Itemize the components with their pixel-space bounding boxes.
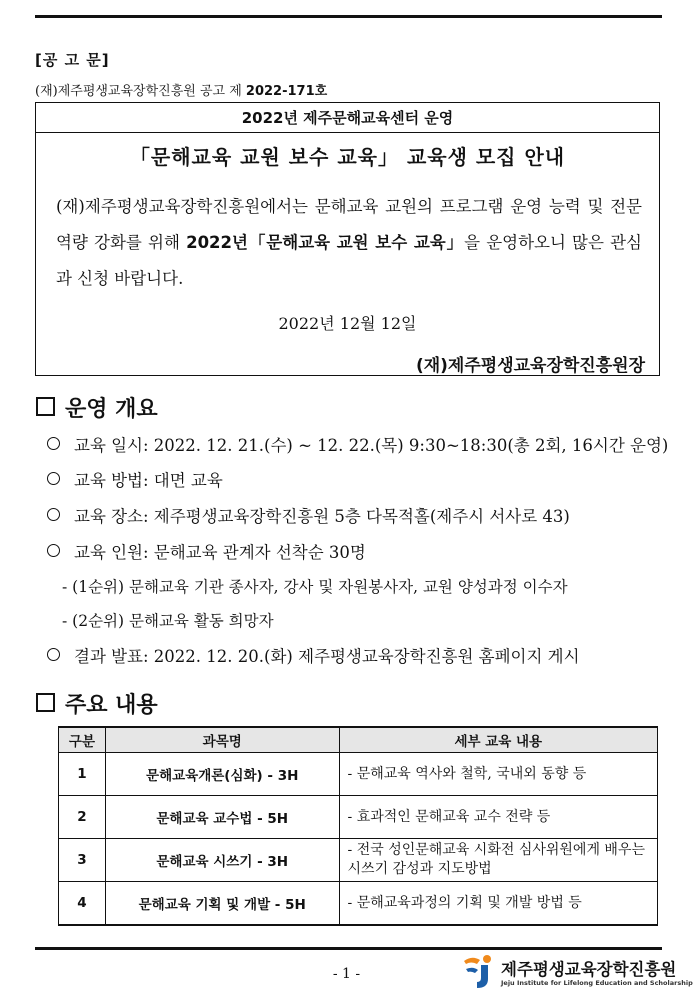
row-number: 3 <box>59 839 106 882</box>
institute-logo <box>460 951 693 991</box>
square-bullet-icon <box>36 397 55 416</box>
row-detail: - 문해교육 역사와 철학, 국내외 동향 등 <box>339 753 657 796</box>
top-rule <box>35 15 662 18</box>
row-detail: - 문해교육과정의 기획 및 개발 방법 등 <box>339 882 657 926</box>
curriculum-table <box>58 726 658 926</box>
circle-bullet-icon <box>47 544 60 557</box>
announcement-body: (재)제주평생교육장학진흥원에서는 문해교육 교원의 프로그램 운영 능력 및 전문 역량 강화를 위해 2022년「문해교육 교원 보수 교육」을 운영하오니 많은 관심과 신청 바랍니다. <box>56 197 642 288</box>
bottom-rule <box>35 947 662 950</box>
announcement-signature: (재)제주평생교육장학진흥원장 <box>415 356 645 376</box>
announcement-date: 2022년 12월 12일 <box>278 314 417 333</box>
column-header: 과목명 <box>105 727 339 753</box>
list-item: 교육 장소: 제주평생교육장학진흥원 5층 다목적홀(제주시 서사로 43) <box>47 503 570 527</box>
square-bullet-icon <box>36 693 55 712</box>
box-divider <box>36 132 659 133</box>
announcement-subtitle: 2022년 제주문해교육센터 운영 <box>241 109 454 127</box>
section-overview-heading: 운영 개요 <box>36 392 158 423</box>
row-number: 1 <box>59 753 106 796</box>
row-number: 2 <box>59 796 106 839</box>
row-subject: 문해교육개론(심화) - 3H <box>105 753 339 796</box>
circle-bullet-icon <box>47 508 60 521</box>
page-number: - 1 - <box>332 966 361 982</box>
list-item: 교육 방법: 대면 교육 <box>47 467 223 491</box>
sub-list-item: - (2순위) 문해교육 활동 희망자 <box>62 612 274 630</box>
table-header-row <box>59 727 658 753</box>
notice-header: [공 고 문] <box>35 51 110 69</box>
circle-bullet-icon <box>47 648 60 661</box>
announcement-title: 「문해교육 교원 보수 교육」 교육생 모집 안내 <box>129 145 566 169</box>
list-item: 교육 인원: 문해교육 관계자 선착순 30명 <box>47 539 366 563</box>
row-subject: 문해교육 기획 및 개발 - 5H <box>105 882 339 926</box>
row-subject: 문해교육 교수법 - 5H <box>105 796 339 839</box>
announcement-box <box>35 102 660 376</box>
row-detail: - 전국 성인문해교육 시화전 심사위원에게 배우는 시쓰기 감성과 지도방법 <box>339 839 657 882</box>
row-detail: - 효과적인 문해교육 교수 전략 등 <box>339 796 657 839</box>
list-item: 교육 일시: 2022. 12. 21.(수) ~ 12. 22.(목) 9:30~18:30(총 2회, 16시간 운영) <box>47 432 668 456</box>
list-item: 결과 발표: 2022. 12. 20.(화) 제주평생교육장학진흥원 홈페이지 게시 <box>47 643 580 667</box>
notice-number: (재)제주평생교육장학진흥원 공고 제 2022-171호 <box>35 84 328 99</box>
institute-logo-icon <box>460 951 498 991</box>
table-row <box>59 753 658 796</box>
row-number: 4 <box>59 882 106 926</box>
logo-name: 제주평생교육장학진흥원 <box>501 960 677 979</box>
column-header: 세부 교육 내용 <box>339 727 657 753</box>
circle-bullet-icon <box>47 437 60 450</box>
sub-list-item: - (1순위) 문해교육 기관 종사자, 강사 및 자원봉사자, 교원 양성과정 이수자 <box>62 578 568 596</box>
logo-english-name: Jeju Institute for Lifelong Education and Scholarship <box>501 979 693 987</box>
table-row <box>59 882 658 926</box>
section-content-heading: 주요 내용 <box>36 688 158 719</box>
table-row <box>59 839 658 882</box>
circle-bullet-icon <box>47 472 60 485</box>
table-row <box>59 796 658 839</box>
column-header: 구분 <box>59 727 106 753</box>
row-subject: 문해교육 시쓰기 - 3H <box>105 839 339 882</box>
